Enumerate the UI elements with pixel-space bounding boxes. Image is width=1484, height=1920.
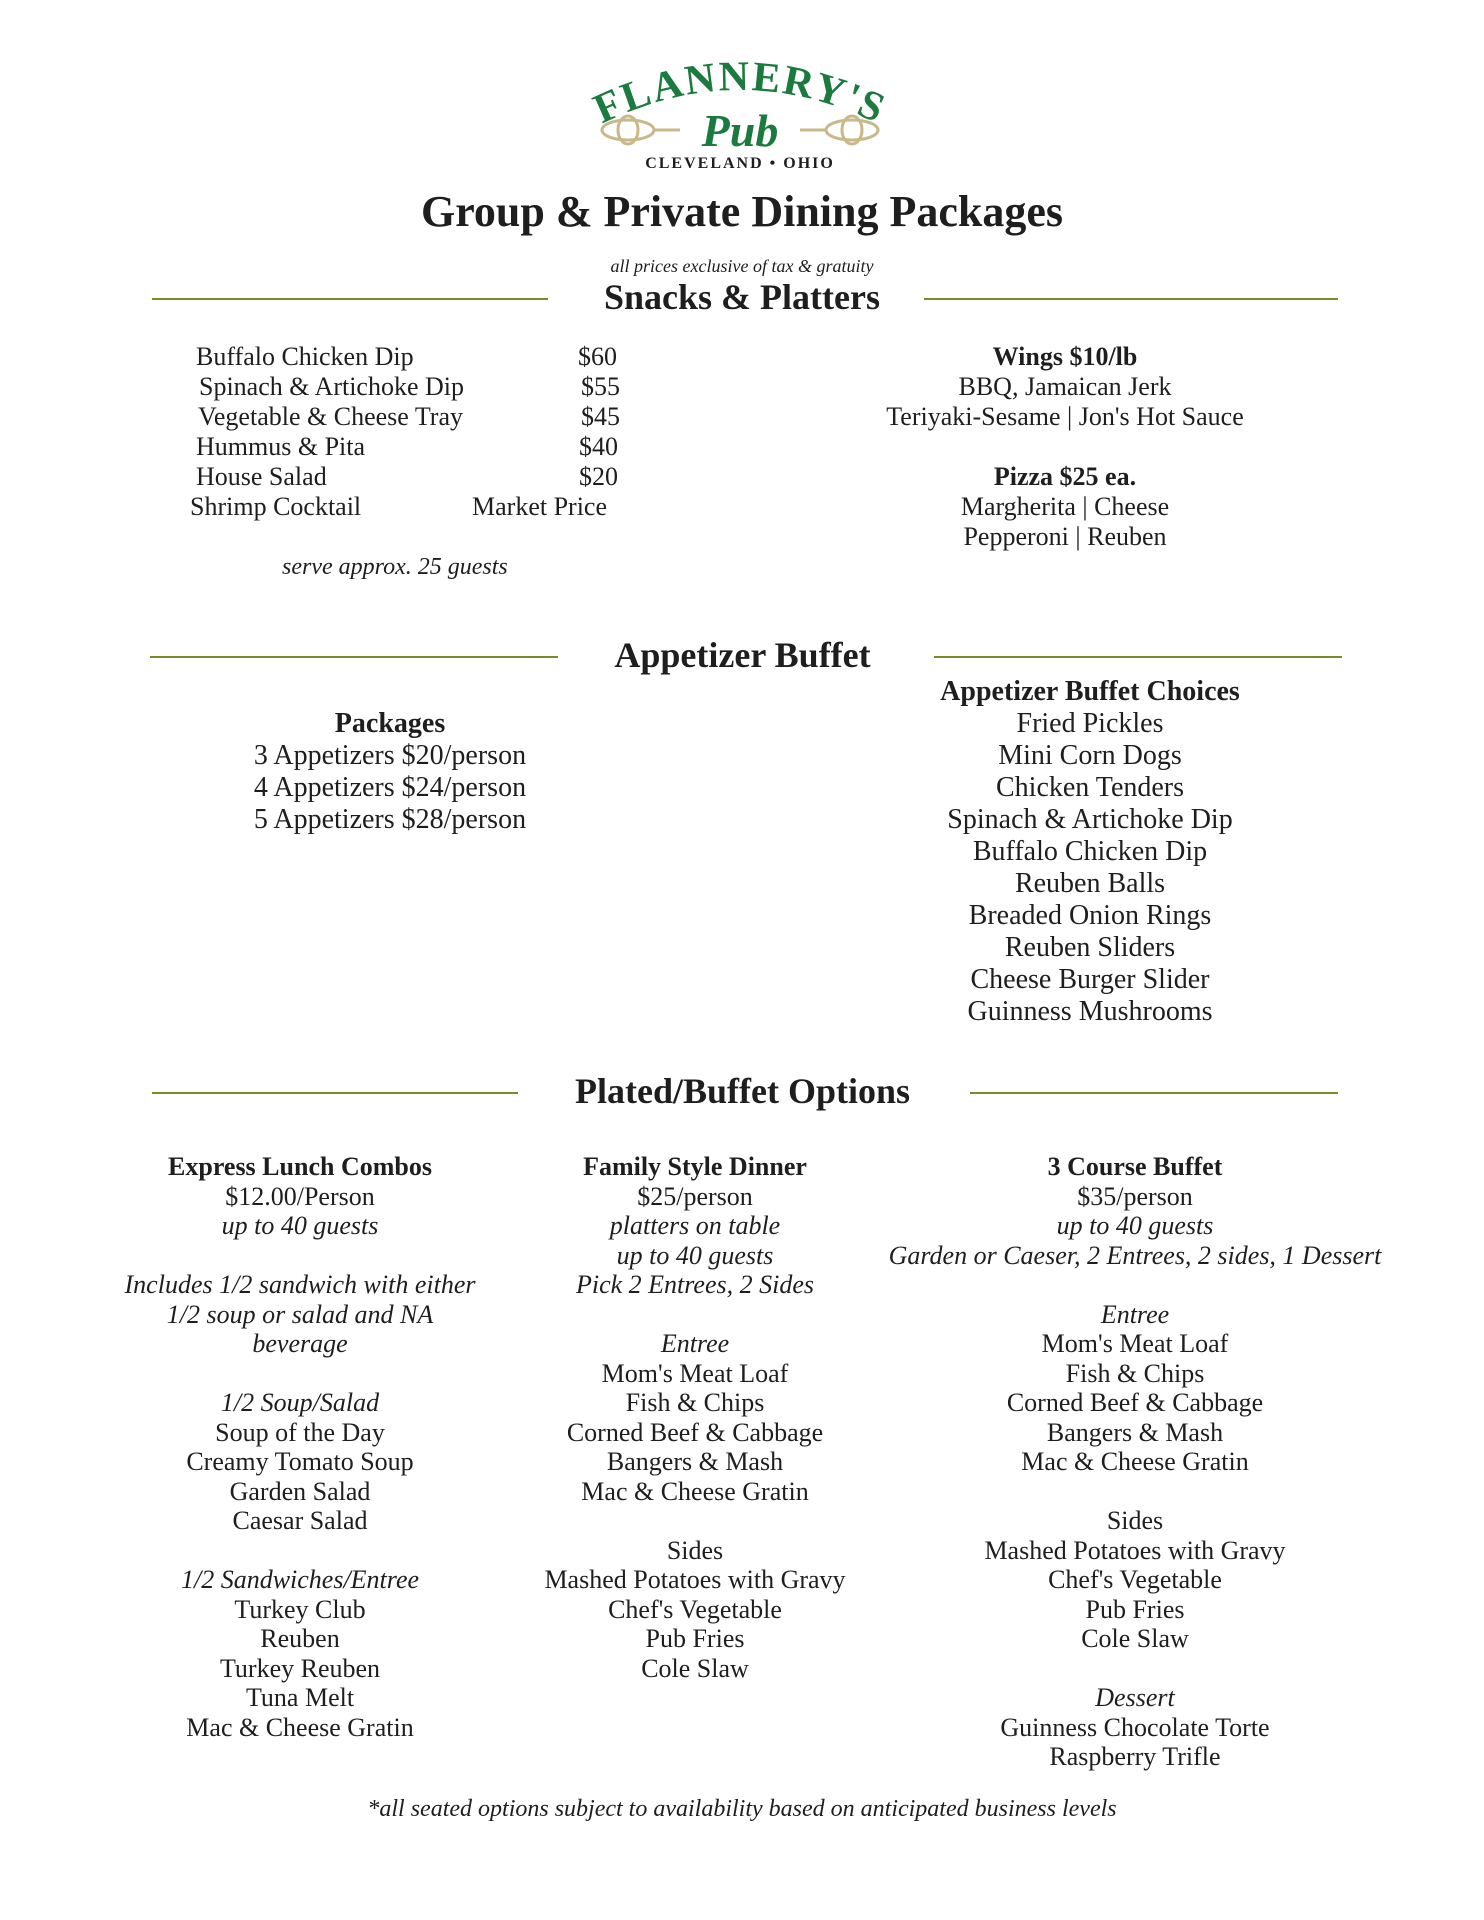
- snack-item-name: Hummus & Pita: [196, 432, 366, 461]
- menu-item: Soup of the Day: [215, 1417, 385, 1447]
- menu-item: Bangers & Mash: [1046, 1417, 1224, 1447]
- divider: [934, 656, 1342, 658]
- menu-item: Creamy Tomato Soup: [186, 1447, 414, 1476]
- express-price: $12.00/Person: [225, 1181, 375, 1211]
- buffet-note: Garden or Caeser, 2 Entrees, 2 sides, 1 Dessert: [888, 1240, 1382, 1270]
- sandwich-title: 1/2 Sandwiches/Entree: [180, 1565, 420, 1594]
- sides-title: Sides: [666, 1535, 724, 1565]
- section-heading-snacks: Snacks & Platters: [604, 277, 880, 317]
- choice-item: Cheese Burger Slider: [970, 964, 1210, 995]
- pub-logo: [570, 60, 910, 175]
- menu-item: Reuben: [260, 1624, 340, 1653]
- snack-item-price: $55: [581, 372, 620, 401]
- divider: [152, 298, 548, 300]
- express-includes: 1/2 soup or salad and NA: [166, 1299, 434, 1329]
- logo-name: FLANNERY'S: [587, 60, 893, 133]
- menu-item: Chef's Vegetable: [1048, 1565, 1222, 1594]
- snack-item-name: Spinach & Artichoke Dip: [199, 372, 465, 401]
- express-title: Express Lunch Combos: [168, 1152, 432, 1181]
- express-lunch-column: [90, 1152, 510, 1742]
- menu-item: Turkey Club: [234, 1594, 366, 1624]
- sides-title: Sides: [1106, 1506, 1164, 1535]
- choice-item: Buffalo Chicken Dip: [972, 836, 1208, 867]
- family-note: up to 40 guests: [616, 1240, 774, 1270]
- menu-item: Garden Salad: [229, 1476, 371, 1506]
- soup-salad-title: 1/2 Soup/Salad: [220, 1388, 380, 1417]
- section-heading-appetizer: Appetizer Buffet: [614, 635, 871, 675]
- buffet-price: $35/person: [1077, 1181, 1193, 1211]
- choice-item: Guinness Mushrooms: [967, 996, 1213, 1027]
- divider: [924, 298, 1338, 300]
- snack-item-name: Vegetable & Cheese Tray: [198, 402, 464, 431]
- snack-item-price: $45: [581, 402, 620, 431]
- menu-item: Raspberry Trifle: [1049, 1742, 1221, 1771]
- packages-title: Packages: [334, 708, 446, 739]
- choice-item: Chicken Tenders: [995, 772, 1185, 803]
- pizza-options: Pepperoni | Reuben: [963, 522, 1167, 551]
- snack-item-price: $60: [578, 342, 617, 371]
- snack-item-name: House Salad: [196, 462, 327, 491]
- family-title: Family Style Dinner: [583, 1152, 807, 1181]
- snack-item-price: $40: [579, 432, 618, 461]
- buffet-title: 3 Course Buffet: [1047, 1152, 1223, 1181]
- menu-item: Mashed Potatoes with Gravy: [984, 1535, 1286, 1565]
- menu-item: Tuna Melt: [245, 1683, 355, 1712]
- menu-item: Mom's Meat Loaf: [1041, 1329, 1229, 1358]
- celtic-knot-left-icon: [602, 116, 680, 144]
- logo-location: CLEVELAND • OHIO: [645, 155, 835, 172]
- menu-item: Bangers & Mash: [606, 1447, 784, 1476]
- menu-item: Caesar Salad: [232, 1506, 368, 1535]
- divider: [970, 1092, 1338, 1094]
- menu-item: Pub Fries: [1085, 1594, 1185, 1624]
- family-note: platters on table: [609, 1211, 781, 1240]
- entree-title: Entree: [1100, 1299, 1170, 1329]
- entree-title: Entree: [660, 1329, 730, 1358]
- wings-flavors: Teriyaki-Sesame | Jon's Hot Sauce: [886, 402, 1244, 431]
- menu-item: Mac & Cheese Gratin: [1021, 1447, 1249, 1476]
- divider: [152, 1092, 518, 1094]
- choice-item: Reuben Sliders: [1004, 932, 1176, 963]
- wings-flavors: BBQ, Jamaican Jerk: [958, 372, 1172, 401]
- menu-item: Chef's Vegetable: [608, 1594, 782, 1624]
- express-includes: Includes 1/2 sandwich with either: [124, 1270, 476, 1299]
- menu-item: Mac & Cheese Gratin: [186, 1712, 414, 1742]
- menu-item: Mashed Potatoes with Gravy: [544, 1565, 846, 1594]
- menu-item: Corned Beef & Cabbage: [1006, 1388, 1264, 1417]
- menu-item: Pub Fries: [645, 1624, 745, 1653]
- snack-item-name: Shrimp Cocktail: [190, 492, 362, 521]
- choice-item: Spinach & Artichoke Dip: [947, 804, 1233, 835]
- menu-item: Fish & Chips: [625, 1388, 765, 1417]
- family-style-column: [505, 1152, 885, 1683]
- footer-note: *all seated options subject to availability based on anticipated business levels: [367, 1796, 1117, 1822]
- menu-item: Guinness Chocolate Torte: [1000, 1712, 1270, 1742]
- family-price: $25/person: [637, 1181, 753, 1211]
- choice-item: Mini Corn Dogs: [998, 740, 1182, 771]
- dessert-title: Dessert: [1095, 1683, 1175, 1712]
- pizza-title: Pizza $25 ea.: [993, 462, 1137, 491]
- menu-item: Mom's Meat Loaf: [601, 1358, 789, 1388]
- menu-item: Cole Slaw: [641, 1653, 749, 1683]
- choices-title: Appetizer Buffet Choices: [940, 676, 1240, 707]
- price-note: all prices exclusive of tax & gratuity: [610, 256, 874, 276]
- express-guests: up to 40 guests: [221, 1211, 379, 1240]
- menu-item: Cole Slaw: [1081, 1624, 1189, 1653]
- menu-item: Corned Beef & Cabbage: [566, 1417, 824, 1447]
- page-title: Group & Private Dining Packages: [420, 187, 1064, 236]
- buffet-note: up to 40 guests: [1056, 1211, 1214, 1240]
- menu-item: Turkey Reuben: [219, 1653, 381, 1683]
- choice-item: Reuben Balls: [1014, 868, 1166, 899]
- choice-item: Breaded Onion Rings: [968, 900, 1212, 931]
- menu-item: Mac & Cheese Gratin: [581, 1476, 809, 1506]
- express-includes: beverage: [252, 1329, 348, 1358]
- celtic-knot-right-icon: [800, 116, 878, 144]
- pizza-options: Margherita | Cheese: [960, 492, 1170, 521]
- wings-title: Wings $10/lb: [992, 342, 1138, 371]
- section-heading-plated: Plated/Buffet Options: [574, 1071, 910, 1111]
- logo-script: Pub: [701, 105, 779, 156]
- snack-item-price: $20: [579, 462, 618, 491]
- choice-item: Fried Pickles: [1016, 708, 1164, 739]
- three-course-buffet-column: [870, 1152, 1400, 1772]
- snack-item-name: Buffalo Chicken Dip: [196, 342, 414, 371]
- package-item: 5 Appetizers $28/person: [253, 804, 527, 835]
- menu-item: Fish & Chips: [1065, 1358, 1205, 1388]
- serve-note: serve approx. 25 guests: [282, 554, 508, 580]
- package-item: 3 Appetizers $20/person: [253, 740, 527, 771]
- divider: [150, 656, 558, 658]
- snack-item-price: Market Price: [472, 492, 608, 521]
- family-note: Pick 2 Entrees, 2 Sides: [575, 1270, 815, 1299]
- package-item: 4 Appetizers $24/person: [253, 772, 527, 803]
